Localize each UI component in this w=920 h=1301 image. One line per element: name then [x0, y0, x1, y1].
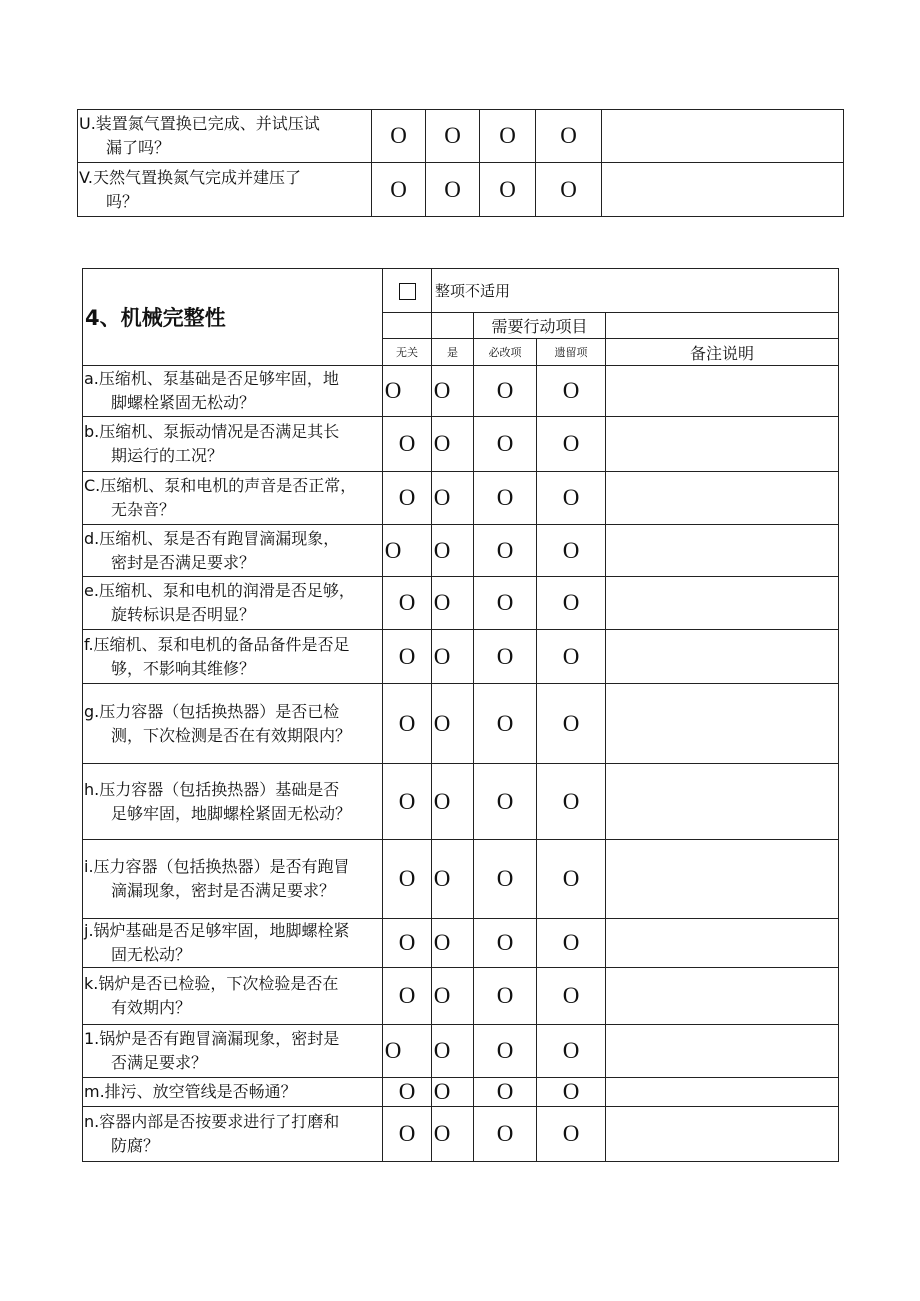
section-title: 4、机械完整性	[83, 269, 383, 366]
radio-irrelevant[interactable]: O	[383, 472, 432, 525]
table-row	[83, 525, 839, 577]
radio-legacy[interactable]: O	[536, 163, 602, 217]
radio-legacy[interactable]: O	[537, 417, 606, 472]
col-remarks-header: 备注说明	[606, 339, 839, 366]
question-cell: g.压力容器（包括换热器）是否已检 测，下次检测是否在有效期限内？	[83, 684, 383, 764]
remarks-cell[interactable]	[606, 1107, 839, 1162]
remarks-cell[interactable]	[606, 1025, 839, 1078]
radio-irrelevant[interactable]: O	[383, 630, 432, 684]
radio-yes[interactable]: O	[432, 919, 474, 968]
radio-yes[interactable]: O	[432, 968, 474, 1025]
radio-must-fix[interactable]: O	[480, 163, 536, 217]
radio-irrelevant[interactable]: O	[383, 1025, 432, 1078]
table-row	[83, 630, 839, 684]
remarks-cell[interactable]	[606, 630, 839, 684]
col-legacy-header: 遗留项	[537, 339, 606, 366]
radio-yes[interactable]: O	[432, 472, 474, 525]
header-row	[83, 269, 839, 313]
question-cell: j.锅炉基础是否足够牢固，地脚螺栓紧 固无松动？	[83, 919, 383, 968]
question-cell: d.压缩机、泵是否有跑冒滴漏现象， 密封是否满足要求？	[83, 525, 383, 577]
remarks-cell[interactable]	[606, 840, 839, 919]
radio-legacy[interactable]: O	[537, 840, 606, 919]
radio-must-fix[interactable]: O	[474, 577, 537, 630]
table-row	[83, 919, 839, 968]
remarks-cell[interactable]	[606, 525, 839, 577]
radio-legacy[interactable]: O	[537, 366, 606, 417]
table-row	[83, 1078, 839, 1107]
radio-irrelevant[interactable]: O	[383, 1078, 432, 1107]
table-row	[83, 684, 839, 764]
radio-irrelevant[interactable]: O	[383, 1107, 432, 1162]
question-cell: b.压缩机、泵振动情况是否满足其长 期运行的工况？	[83, 417, 383, 472]
radio-yes[interactable]: O	[432, 764, 474, 840]
col-irrelevant-header: 无关	[383, 339, 432, 366]
question-cell: U.装置氮气置换已完成、并试压试 漏了吗？	[78, 110, 372, 163]
radio-legacy[interactable]: O	[537, 472, 606, 525]
question-cell: V.天然气置换氮气完成并建压了 吗？	[78, 163, 372, 217]
question-cell: i.压力容器（包括换热器）是否有跑冒 滴漏现象，密封是否满足要求？	[83, 840, 383, 919]
mechanical-integrity-table	[82, 268, 839, 1162]
radio-must-fix[interactable]: O	[474, 525, 537, 577]
question-cell: C.压缩机、泵和电机的声音是否正常， 无杂音？	[83, 472, 383, 525]
remarks-cell[interactable]	[606, 472, 839, 525]
radio-must-fix[interactable]: O	[474, 1078, 537, 1107]
radio-yes[interactable]: O	[432, 840, 474, 919]
radio-must-fix[interactable]: O	[474, 919, 537, 968]
radio-yes[interactable]: O	[426, 110, 480, 163]
radio-legacy[interactable]: O	[537, 577, 606, 630]
radio-irrelevant[interactable]: O	[383, 764, 432, 840]
radio-yes[interactable]: O	[432, 525, 474, 577]
radio-irrelevant[interactable]: O	[383, 684, 432, 764]
radio-irrelevant[interactable]: O	[383, 840, 432, 919]
remarks-cell[interactable]	[606, 366, 839, 417]
radio-yes[interactable]: O	[426, 163, 480, 217]
remarks-cell[interactable]	[606, 919, 839, 968]
table-row	[83, 366, 839, 417]
radio-yes[interactable]: O	[432, 417, 474, 472]
radio-irrelevant[interactable]: O	[383, 417, 432, 472]
question-cell: h.压力容器（包括换热器）基础是否 足够牢固，地脚螺栓紧固无松动？	[83, 764, 383, 840]
radio-yes[interactable]: O	[432, 366, 474, 417]
remarks-cell[interactable]	[606, 968, 839, 1025]
table-row	[78, 110, 844, 163]
radio-legacy[interactable]: O	[537, 764, 606, 840]
remarks-cell[interactable]	[606, 1078, 839, 1107]
remarks-cell[interactable]	[602, 110, 844, 163]
radio-legacy[interactable]: O	[537, 919, 606, 968]
not-applicable-checkbox-cell[interactable]	[383, 269, 432, 313]
radio-legacy[interactable]: O	[536, 110, 602, 163]
radio-yes[interactable]: O	[432, 1107, 474, 1162]
table-row	[78, 163, 844, 217]
checkbox-icon[interactable]	[399, 283, 416, 300]
col-must-fix-header: 必改项	[474, 339, 537, 366]
question-cell: a.压缩机、泵基础是否足够牢固，地 脚螺栓紧固无松动？	[83, 366, 383, 417]
radio-must-fix[interactable]: O	[480, 110, 536, 163]
question-cell: k.锅炉是否已检验，下次检验是否在 有效期内？	[83, 968, 383, 1025]
table-row	[83, 1025, 839, 1078]
table-row	[83, 472, 839, 525]
remarks-cell[interactable]	[606, 577, 839, 630]
radio-legacy[interactable]: O	[537, 1025, 606, 1078]
radio-must-fix[interactable]: O	[474, 366, 537, 417]
remarks-cell[interactable]	[602, 163, 844, 217]
radio-irrelevant[interactable]: O	[372, 163, 426, 217]
radio-legacy[interactable]: O	[537, 630, 606, 684]
question-cell: n.容器内部是否按要求进行了打磨和 防腐？	[83, 1107, 383, 1162]
radio-must-fix[interactable]: O	[474, 840, 537, 919]
radio-must-fix[interactable]: O	[474, 472, 537, 525]
radio-irrelevant[interactable]: O	[372, 110, 426, 163]
radio-irrelevant[interactable]: O	[383, 366, 432, 417]
action-items-header: 需要行动项目	[474, 313, 606, 339]
table-row	[83, 577, 839, 630]
top-table	[77, 109, 844, 217]
table-row	[83, 764, 839, 840]
radio-yes[interactable]: O	[432, 684, 474, 764]
question-cell: f.压缩机、泵和电机的备品备件是否足 够，不影响其维修？	[83, 630, 383, 684]
radio-irrelevant[interactable]: O	[383, 968, 432, 1025]
radio-must-fix[interactable]: O	[474, 1025, 537, 1078]
radio-yes[interactable]: O	[432, 577, 474, 630]
table-row	[83, 417, 839, 472]
radio-irrelevant[interactable]: O	[383, 577, 432, 630]
radio-legacy[interactable]: O	[537, 684, 606, 764]
radio-must-fix[interactable]: O	[474, 1107, 537, 1162]
col-yes-header: 是	[432, 339, 474, 366]
table-row	[83, 1107, 839, 1162]
question-cell: m.排污、放空管线是否畅通？	[83, 1078, 383, 1107]
remarks-cell[interactable]	[606, 684, 839, 764]
radio-irrelevant[interactable]: O	[383, 525, 432, 577]
table-row	[83, 840, 839, 919]
radio-must-fix[interactable]: O	[474, 764, 537, 840]
radio-yes[interactable]: O	[432, 630, 474, 684]
not-applicable-label: 整项不适用	[432, 269, 839, 313]
radio-must-fix[interactable]: O	[474, 417, 537, 472]
question-cell: e.压缩机、泵和电机的润滑是否足够， 旋转标识是否明显？	[83, 577, 383, 630]
question-cell: 1.锅炉是否有跑冒滴漏现象，密封是 否满足要求？	[83, 1025, 383, 1078]
radio-must-fix[interactable]: O	[474, 968, 537, 1025]
radio-legacy[interactable]: O	[537, 525, 606, 577]
radio-must-fix[interactable]: O	[474, 630, 537, 684]
radio-must-fix[interactable]: O	[474, 684, 537, 764]
radio-yes[interactable]: O	[432, 1078, 474, 1107]
remarks-cell[interactable]	[606, 764, 839, 840]
radio-legacy[interactable]: O	[537, 968, 606, 1025]
radio-yes[interactable]: O	[432, 1025, 474, 1078]
table-row	[83, 968, 839, 1025]
radio-irrelevant[interactable]: O	[383, 919, 432, 968]
radio-legacy[interactable]: O	[537, 1078, 606, 1107]
radio-legacy[interactable]: O	[537, 1107, 606, 1162]
remarks-cell[interactable]	[606, 417, 839, 472]
